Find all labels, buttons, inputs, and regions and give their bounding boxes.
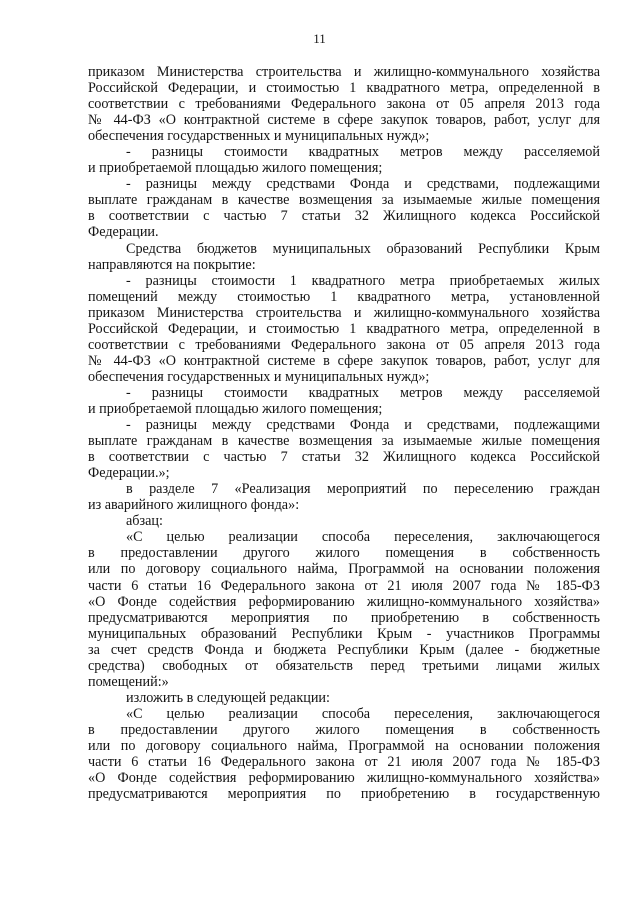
text-line: помещений:» [88, 673, 169, 690]
text-line: направляются на покрытие: [88, 256, 256, 273]
text-line: «С целью реализации способа переселения, заключающегося [126, 529, 600, 546]
text-line: обеспечения государственных и муниципальных нужд»; [88, 368, 430, 385]
text-line: в соответствии с частью 7 статьи 32 Жилищного кодекса Российской [88, 208, 600, 225]
text-line: № 44-ФЗ «О контрактной системе в сфере закупок товаров, работ, услуг для [88, 352, 600, 369]
text-line: изложить в следующей редакции: [126, 689, 330, 706]
text-line: в предоставлении другого жилого помещения в собственность [88, 545, 600, 562]
text-line: или по договору социального найма, Программой на основании положения [88, 737, 600, 754]
text-line: выплате гражданам в качестве возмещения за изымаемые жилые помещения [88, 433, 600, 450]
text-line: «О Фонде содействия реформированию жилищно-коммунального хозяйства» [88, 770, 600, 787]
text-line: абзац: [126, 513, 163, 530]
text-line: Средства бюджетов муниципальных образований Республики Крым [126, 240, 600, 257]
text-line: средства) свободных от обязательств перед третьими лицами жилых [88, 657, 600, 674]
text-line: и приобретаемой площадью жилого помещения; [88, 400, 383, 417]
text-line: «О Фонде содействия реформированию жилищно-коммунального хозяйства» [88, 593, 600, 610]
text-line: части 6 статьи 16 Федерального закона от 21 июля 2007 года № 185-ФЗ [88, 577, 600, 594]
text-line: - разницы стоимости 1 квадратного метра приобретаемых жилых [126, 272, 600, 289]
text-line: части 6 статьи 16 Федерального закона от 21 июля 2007 года № 185-ФЗ [88, 754, 600, 771]
text-line: Российской Федерации, и стоимостью 1 квадратного метра, определенной в [88, 80, 600, 97]
text-line: обеспечения государственных и муниципальных нужд»; [88, 128, 430, 145]
text-line: Российской Федерации, и стоимостью 1 квадратного метра, определенной в [88, 320, 600, 337]
text-line: - разницы стоимости квадратных метров между расселяемой [126, 384, 600, 401]
text-line: предусматриваются мероприятия по приобретению в государственную [88, 786, 600, 803]
text-line: - разницы между средствами Фонда и средствами, подлежащими [126, 417, 600, 434]
text-line: в разделе 7 «Реализация мероприятий по переселению граждан [126, 481, 600, 498]
text-line: - разницы между средствами Фонда и средствами, подлежащими [126, 176, 600, 193]
text-line: Федерации. [88, 224, 159, 241]
text-line: приказом Министерства строительства и жилищно-коммунального хозяйства [88, 304, 600, 321]
text-line: - разницы стоимости квадратных метров между расселяемой [126, 144, 600, 161]
text-line: № 44-ФЗ «О контрактной системе в сфере закупок товаров, работ, услуг для [88, 112, 600, 129]
text-line: Федерации.»; [88, 465, 170, 482]
text-line: выплате гражданам в качестве возмещения за изымаемые жилые помещения [88, 192, 600, 209]
text-line: и приобретаемой площадью жилого помещения; [88, 160, 383, 177]
text-line: соответствии с требованиями Федерального закона от 05 апреля 2013 года [88, 96, 600, 113]
text-line: в предоставлении другого жилого помещения в собственность [88, 721, 600, 738]
text-line: муниципальных образований Республики Крым - участников Программы [88, 625, 600, 642]
text-line: или по договору социального найма, Программой на основании положения [88, 561, 600, 578]
text-line: из аварийного жилищного фонда»: [88, 497, 300, 514]
text-line: приказом Министерства строительства и жилищно-коммунального хозяйства [88, 64, 600, 80]
text-line: «С целью реализации способа переселения, заключающегося [126, 705, 600, 722]
page-number: 11 [313, 31, 326, 46]
text-line: помещений между стоимостью 1 квадратного метра, установленной [88, 288, 600, 305]
document-body [88, 64, 600, 802]
text-line: соответствии с требованиями Федерального закона от 05 апреля 2013 года [88, 336, 600, 353]
text-line: в соответствии с частью 7 статьи 32 Жилищного кодекса Российской [88, 449, 600, 466]
text-line: за счет средств Фонда и бюджета Республики Крым (далее - бюджетные [88, 641, 600, 658]
text-line: предусматриваются мероприятия по приобретению в собственность [88, 609, 600, 626]
